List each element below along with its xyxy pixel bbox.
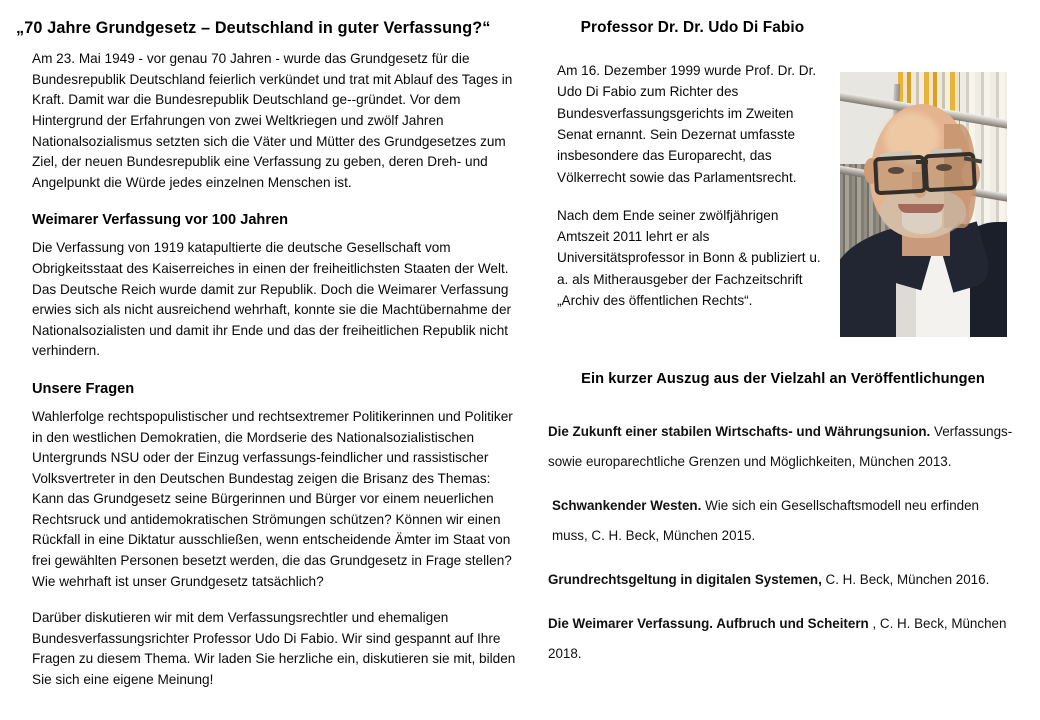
publication-details: Verfassungs- sowie europarechtliche Grenzen und Möglichkeiten, München 2013. (548, 423, 1013, 469)
publication-entry (548, 609, 1018, 669)
publication-entry (548, 565, 1018, 595)
publications-heading: Ein kurzer Auszug aus der Vielzahl an Veröffentlichungen (581, 371, 985, 387)
publications-section (548, 370, 1018, 669)
portrait-photo-udo-di-fabio (840, 72, 1007, 337)
biography-paragraph-2: Nach dem Ende seiner zwölfjährigen Amtszeit 2011 lehrt er als Universitätsprofessor in Bonn & publiziert u. a. als Mitherausgeber der Fachzeitschrift „Archiv des öffentlichen Rechts“. (557, 207, 821, 308)
left-column (10, 18, 518, 691)
publication-entry (548, 417, 1018, 477)
professor-name-heading: Professor Dr. Dr. Udo Di Fabio (580, 19, 805, 36)
publication-title: Schwankender Westen. (552, 497, 702, 513)
biography-block (525, 60, 1030, 322)
section-paragraph-closing-invitation: Darüber diskutieren wir mit dem Verfassungsrechtler und ehemaligen Bundesverfassungsrichter Professor Udo Di Fabio. Wir sind gespannt auf Ihre Fragen zu diesem Thema. Wir laden Sie herzliche ein, diskutieren sie mit, bilden Sie sich eine eigene Meinung! (32, 610, 516, 688)
section-paragraph-weimarer-verfassung: Die Verfassung von 1919 katapultierte die deutsche Gesellschaft vom Obrigkeitsstaat des Kaiserreiches in einen der freiheitlichsten Staaten der Welt. Das Deutsche Reich wurde damit zur Republik. Doch die Weimarer Verfassung erwies sich als nicht ausreichend wehrhaft, konnte sie die Machtübernahme der Nationalsozialisten und damit ihr Ende und das der freiheitlichen Republik nicht verhindern. (32, 240, 512, 359)
goatee (902, 212, 942, 234)
mouth-smile (898, 204, 944, 213)
publication-details: , C. H. Beck, München 2018. (548, 615, 1007, 661)
publication-details: C. H. Beck, München 2016. (825, 571, 990, 587)
section-heading-unsere-fragen: Unsere Fragen (32, 380, 135, 397)
page-title: „70 Jahre Grundgesetz – Deutschland in guter Verfassung?“ (16, 19, 491, 37)
intro-paragraph: Am 23. Mai 1949 - vor genau 70 Jahren - wurde das Grundgesetz für die Bundesrepublik Deutschland feierlich verkündet und trat mit Ablauf des Tages in Kraft. Damit war die Bundesrepublik Deutschland ge--gründet. Vor dem Hintergrund der Erfahrungen von zwei Weltkriegen und zwölf Jahren Nationalsozialismus setzten sich die Väter und Mütter des Grundgesetzes zum Ziel, der neuen Bundesrepublik eine Verfassung zu geben, deren Dreh- und Angelpunkt die Würde jedes einzelnen Menschen ist. (32, 51, 513, 190)
biography-text (557, 60, 827, 311)
biography-paragraph-1: Am 16. Dezember 1999 wurde Prof. Dr. Dr. Udo Di Fabio zum Richter des Bundesverfassungsgerichts im Zweiten Senat ernannt. Sein Dezernat umfasste insbesondere das Europarecht, das Völkerrecht sowie das Parlamentsrecht. (557, 63, 817, 185)
publication-details: Wie sich ein Gesellschaftsmodell neu erfinden muss, C. H. Beck, München 2015. (552, 497, 979, 543)
right-column (525, 18, 1030, 322)
publication-title: Grundrechtsgeltung in digitalen Systemen, (548, 571, 822, 587)
section-paragraph-unsere-fragen: Wahlerfolge rechtspopulistischer und rechtsextremer Politikerinnen und Politiker in den westlichen Demokratien, die Mordserie des Nationalsozialistischen Untergrunds NSU oder der Einzug verfassungs-feindlicher und rassistischer Volksvertreter in den Deutschen Bundestag zeigen die Brisanz des Themas: Kann das Grundgesetz seine Bürgerinnen und Bürger vor einem neuerlichen Rechtsruck und antidemokratischen Strömungen schützen? Können wir einen Rückfall in eine Diktatur ausschließen, wenn entscheidende Ämter im Staat von frei gewählten Personen besetzt werden, die das Grundgesetz in Frage stellen? Wie wehrhaft ist unser Grundgesetz tatsächlich? (32, 408, 513, 589)
publication-entry (548, 491, 1018, 551)
publication-title: Die Zukunft einer stabilen Wirtschafts- und Währungsunion. (548, 423, 931, 439)
section-heading-weimarer-verfassung: Weimarer Verfassung vor 100 Jahren (32, 212, 289, 229)
publication-title: Die Weimarer Verfassung. Aufbruch und Scheitern (548, 615, 869, 631)
eyeglasses-bridge (916, 160, 928, 164)
